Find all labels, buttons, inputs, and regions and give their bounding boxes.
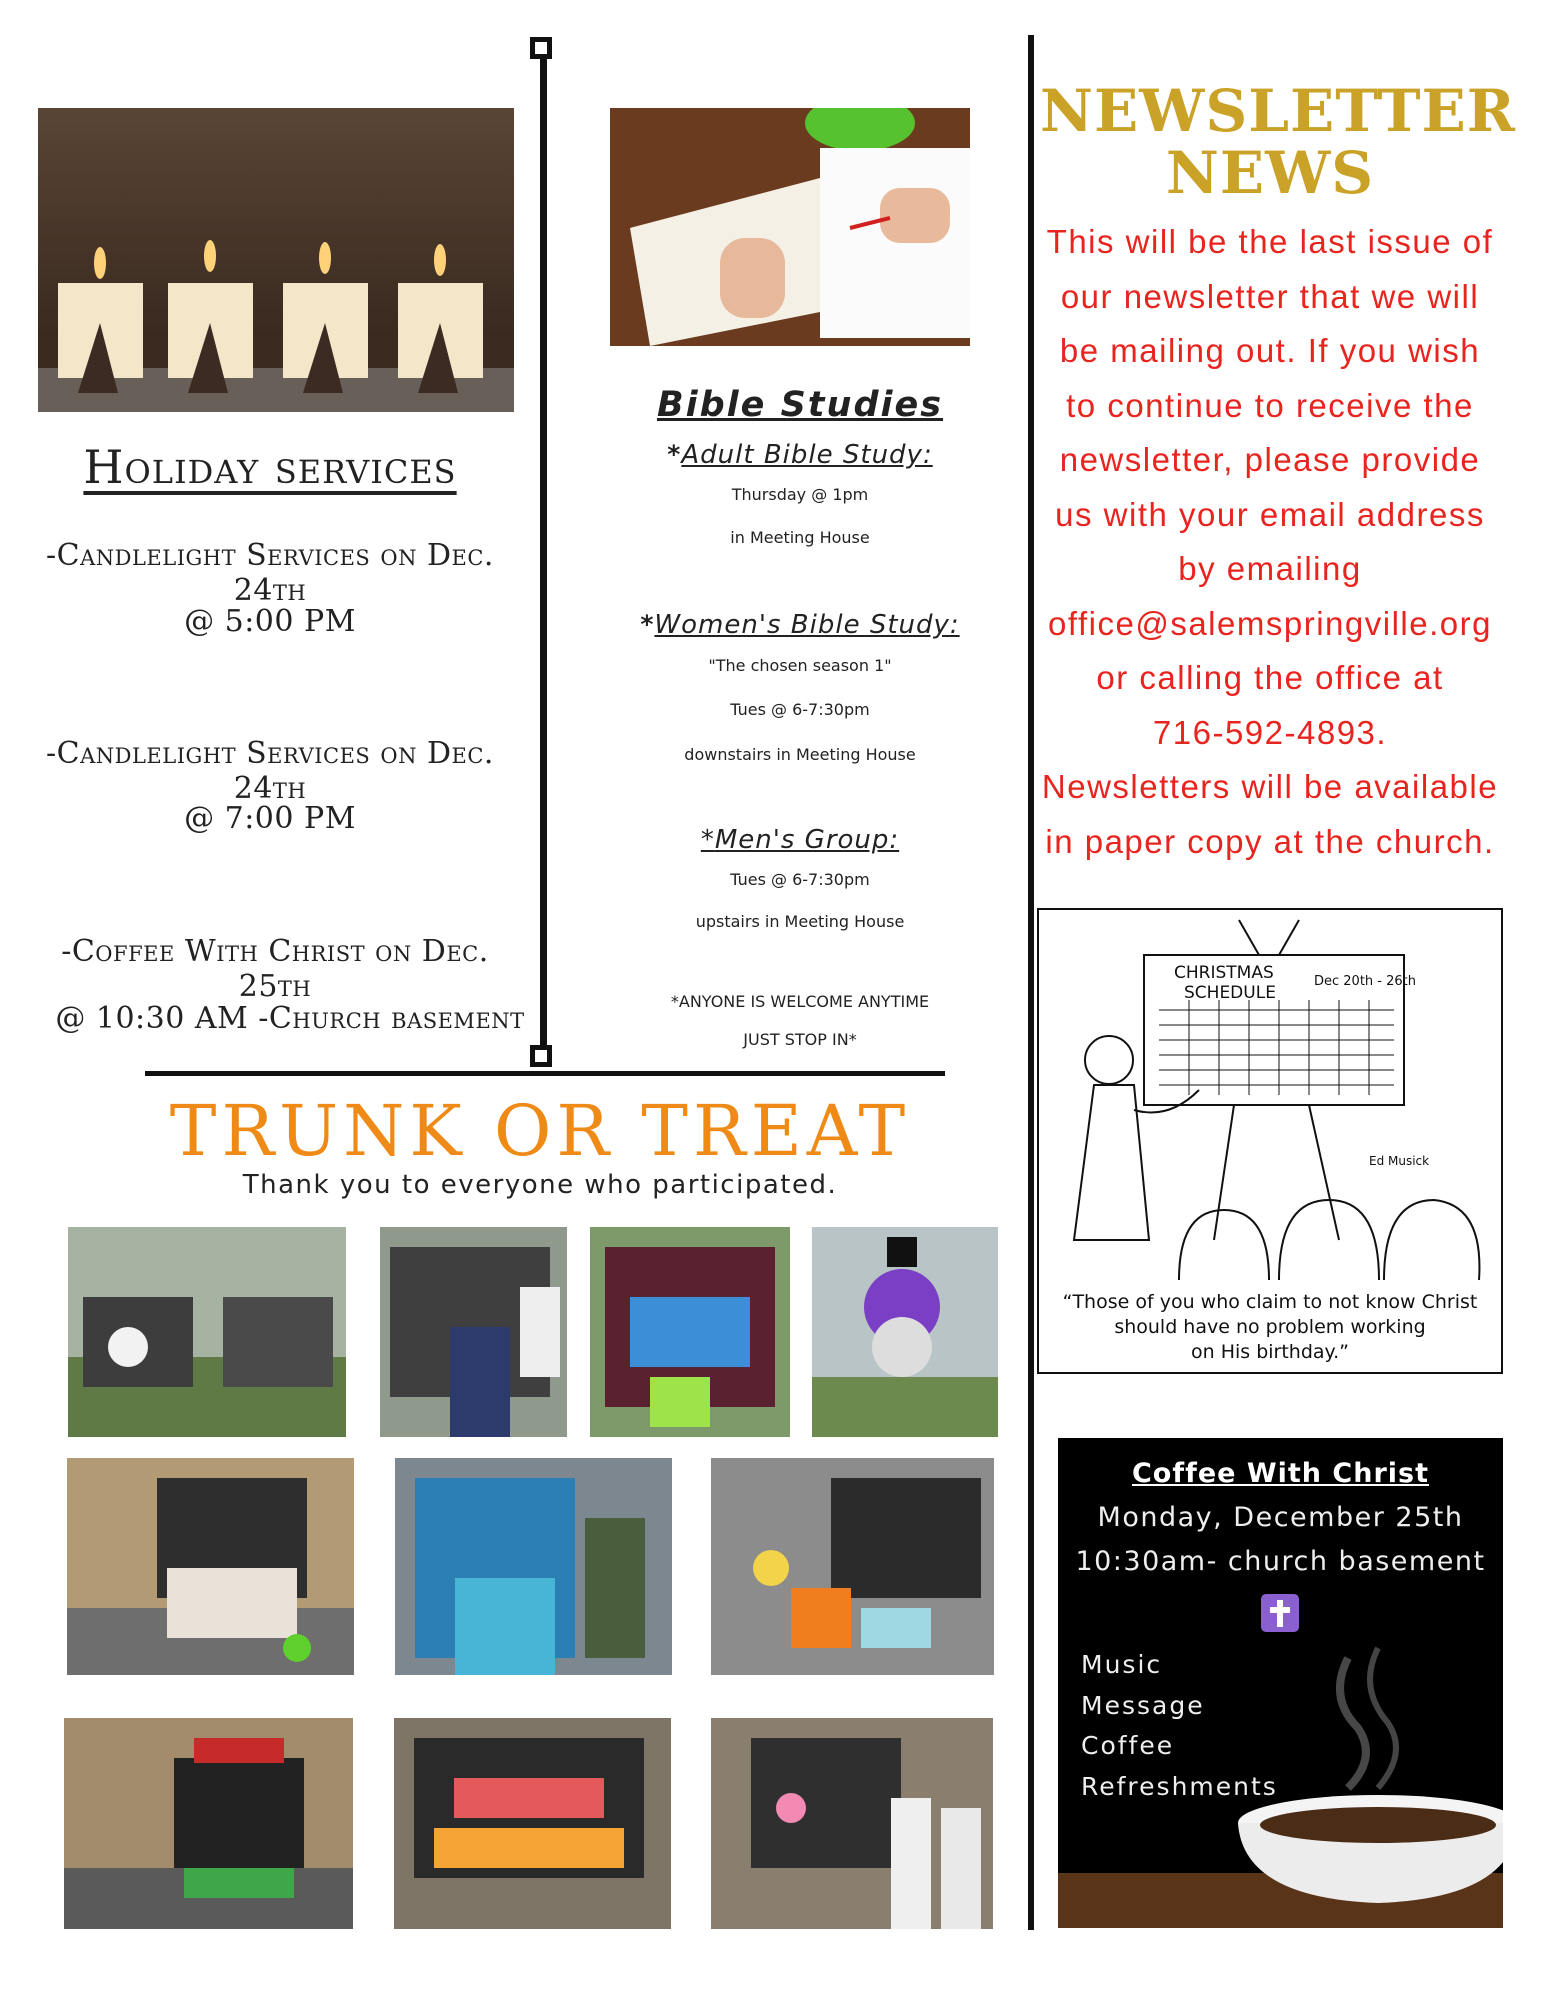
service1-line1: -Candlelight Services on Dec. 24th [46, 538, 494, 608]
women-study-label: Women's Bible Study: [654, 610, 960, 640]
trunk-or-treat-subtitle: Thank you to everyone who participated. [242, 1170, 838, 1200]
men-group-label: *Men's Group: [700, 825, 900, 855]
coffee-item-refreshments: Refreshments [1081, 1772, 1278, 1801]
newsletter-line: by emailing [1178, 550, 1362, 587]
holiday-services-title: Holiday services [83, 440, 457, 494]
trunk-photo-10 [711, 1718, 993, 1929]
coffee-date: Monday, December 25th [1097, 1502, 1464, 1533]
cartoon-drawing [1039, 910, 1501, 1290]
coffee-item-message: Message [1081, 1691, 1205, 1720]
trunk-photo-1 [68, 1227, 346, 1437]
cross-icon [1261, 1594, 1299, 1632]
board-dates: Dec 20th - 26th [1314, 974, 1417, 989]
women-study-place: downstairs in Meeting House [684, 745, 916, 764]
divider-top-square [530, 37, 552, 59]
board-title2: SCHEDULE [1184, 983, 1276, 1003]
women-study-time: Tues @ 6-7:30pm [730, 700, 870, 719]
newsletter-phone: 716-592-4893. [1152, 713, 1388, 751]
trunk-or-treat-title: TRUNK OR TREAT [169, 1090, 911, 1172]
newsletter-line: newsletter, please provide [1059, 441, 1481, 478]
service3-line1: -Coffee With Christ on Dec. 25th [61, 934, 489, 1004]
newsletter-line: our newsletter that we will [1060, 277, 1480, 315]
trunk-photo-4 [812, 1227, 998, 1437]
newsletter-title-line2: NEWS [1165, 139, 1375, 207]
trunk-photo-9 [394, 1718, 671, 1929]
newsletter-title [1040, 77, 1516, 207]
men-group-label-wrap [580, 825, 1020, 855]
service3-line2: @ 10:30 AM -Church basement [55, 1001, 525, 1036]
cartoon-caption [1039, 1290, 1501, 1365]
newsletter-body [1030, 215, 1510, 869]
welcome-line2: JUST STOP IN* [743, 1030, 857, 1049]
newsletter-line: Newsletters will be available [1041, 768, 1499, 805]
newsletter-title-line1: NEWSLETTER [1040, 77, 1516, 145]
coffee-with-christ-box [1058, 1438, 1503, 1928]
coffee-time: 10:30am- church basement [1075, 1546, 1486, 1577]
trunk-photo-7 [711, 1458, 994, 1675]
board-title1: CHRISTMAS [1174, 963, 1274, 983]
trunk-photo-5 [67, 1458, 354, 1675]
adult-study-label-wrap: *Adult Bible Study: [667, 440, 933, 470]
caption-line2: should have no problem working [1114, 1316, 1426, 1338]
women-study-note: "The chosen season 1" [708, 656, 892, 675]
coffee-item-coffee: Coffee [1081, 1731, 1175, 1760]
trunk-photo-2 [380, 1227, 567, 1437]
caption-line3: on His birthday.” [1191, 1341, 1349, 1363]
artist-signature: Ed Musick [1369, 1154, 1430, 1168]
adult-study-label: Adult Bible Study: [681, 440, 933, 470]
newsletter-line: us with your email address [1055, 495, 1485, 533]
trunk-photo-3 [590, 1227, 790, 1437]
service2-line1: -Candlelight Services on Dec. 24th [46, 736, 494, 806]
newsletter-line: This will be the last issue of [1046, 223, 1494, 260]
newsletter-line: be mailing out. If you wish [1059, 332, 1481, 369]
women-study-label-wrap: *Women's Bible Study: [640, 610, 960, 640]
adult-study-time: Thursday @ 1pm [731, 485, 869, 504]
welcome-line1: *ANYONE IS WELCOME ANYTIME [670, 992, 930, 1011]
newsletter-line: or calling the office at [1096, 659, 1444, 696]
bible-study-photo [610, 108, 970, 346]
bible-studies-section [580, 385, 1020, 425]
divider-bottom-square [530, 1045, 552, 1067]
trunk-photo-6 [395, 1458, 672, 1675]
trunk-photo-8 [64, 1718, 353, 1929]
horizontal-divider [145, 1071, 945, 1076]
men-group-place: upstairs in Meeting House [695, 912, 905, 931]
men-group-time: Tues @ 6-7:30pm [730, 870, 870, 889]
newsletter-email: office@salemspringville.org [1048, 604, 1492, 642]
service1-line2: @ 5:00 PM [184, 604, 356, 639]
service2-line2: @ 7:00 PM [184, 801, 356, 836]
coffee-item-music: Music [1081, 1650, 1163, 1679]
coffee-title: Coffee With Christ [1131, 1458, 1430, 1489]
newsletter-line: in paper copy at the church. [1045, 822, 1495, 860]
adult-study-place: in Meeting House [730, 528, 870, 547]
christmas-schedule-cartoon [1037, 908, 1503, 1374]
caption-line1: “Those of you who claim to not know Christ [1062, 1291, 1478, 1313]
bible-studies-title: Bible Studies [656, 385, 944, 425]
newsletter-line: to continue to receive the [1066, 386, 1474, 424]
candles-photo [38, 108, 514, 412]
center-divider [540, 48, 547, 1058]
